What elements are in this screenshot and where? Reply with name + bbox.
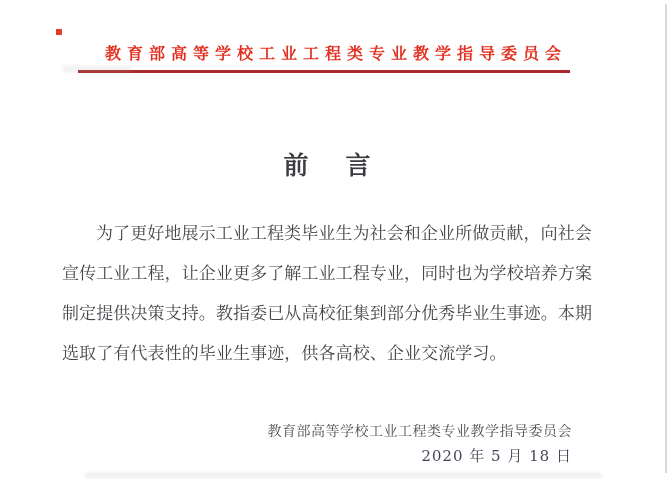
page-title: 前 言 [283, 151, 377, 180]
header-rule-line [78, 70, 570, 73]
body-line-1: 为了更好地展示工业工程类毕业生为社会和企业所做贡献，向社会 [96, 224, 592, 244]
signature-date: 2020 年 5 月 18 日 [421, 447, 572, 465]
body-paragraph [62, 214, 602, 374]
signature-organization: 教育部高等学校工业工程类专业教学指导委员会 [267, 424, 572, 440]
body-line-2: 宣传工业工程，让企业更多了解工业工程专业，同时也为学校培养方案 [62, 264, 593, 284]
red-artifact-mark [56, 29, 62, 35]
scan-smudge-rule [62, 66, 132, 72]
body-line-3: 制定提供决策支持。教指委已从高校征集到部分优秀毕业生事迹。本期 [62, 304, 593, 324]
scan-smudge-bottom [85, 473, 602, 478]
page-right-edge-line [665, 4, 667, 473]
committee-header-text: 教育部高等学校工业工程类专业教学指导委员会 [104, 44, 567, 63]
body-line-4: 选取了有代表性的毕业生事迹，供各高校、企业交流学习。 [62, 344, 507, 364]
